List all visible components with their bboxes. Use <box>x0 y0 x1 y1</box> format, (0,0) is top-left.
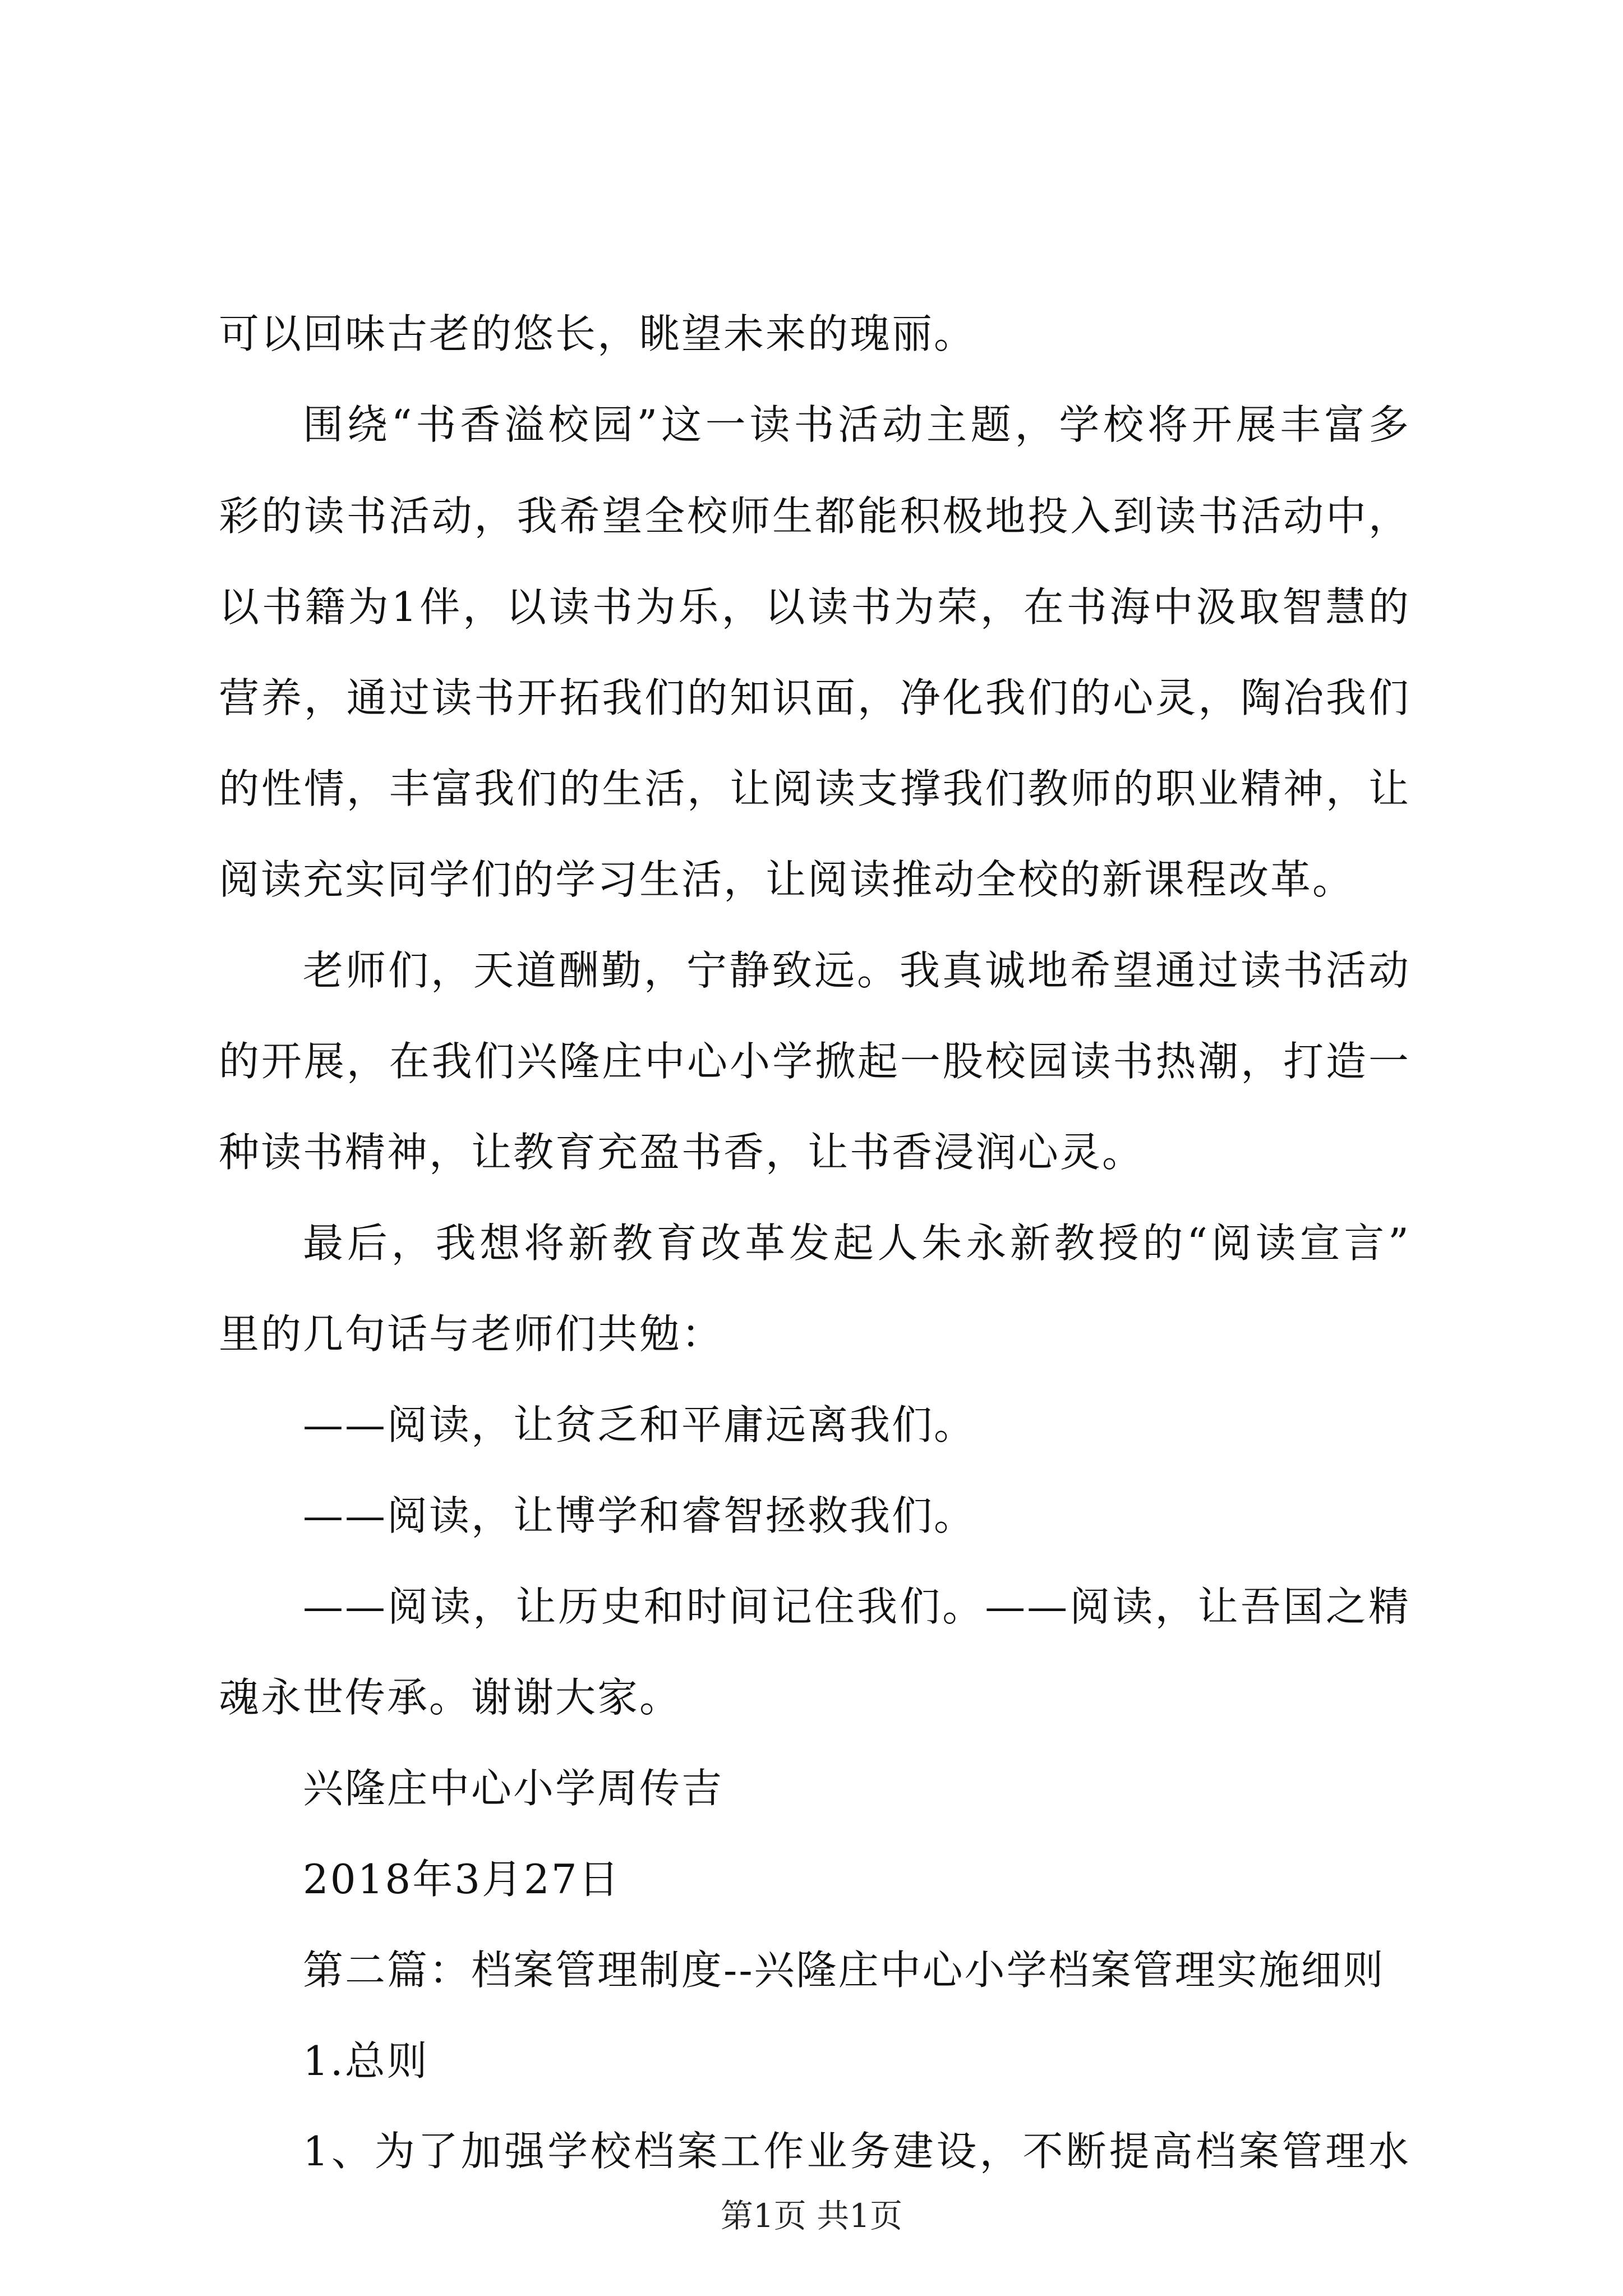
text-line: 种读书精神，让教育充盈书香，让书香浸润心灵。 <box>219 1129 1145 1176</box>
text-line: 的性情，丰富我们的生活，让阅读支撑我们教师的职业精神，让 <box>219 765 1410 812</box>
text-line: 最后，我想将新教育改革发起人朱永新教授的“阅读宣言” <box>303 1220 1410 1267</box>
page-footer: 第1页 共1页 <box>720 2197 903 2235</box>
section-heading: 第二篇：档案管理制度--兴隆庄中心小学档案管理实施细则 <box>303 1947 1385 1994</box>
text-line: 的开展，在我们兴隆庄中心小学掀起一股校园读书热潮，打造一 <box>219 1038 1410 1085</box>
text-line: 可以回味古老的悠长，眺望未来的瑰丽。 <box>219 310 976 357</box>
text-line: 营养，通过读书开拓我们的知识面，净化我们的心灵，陶冶我们 <box>219 674 1410 721</box>
text-line: 围绕“书香溢校园”这一读书活动主题，学校将开展丰富多 <box>303 401 1410 448</box>
text-line: 魂永世传承。谢谢大家。 <box>219 1674 682 1721</box>
text-line: 阅读充实同学们的学习生活，让阅读推动全校的新课程改革。 <box>219 856 1355 903</box>
text-line: ——阅读，让历史和时间记住我们。——阅读，让吾国之精 <box>303 1583 1410 1630</box>
date-line: 2018年3月27日 <box>303 1856 621 1903</box>
text-line: 彩的读书活动，我希望全校师生都能积极地投入到读书活动中， <box>219 493 1410 540</box>
signature-line: 兴隆庄中心小学周传吉 <box>303 1765 724 1812</box>
text-line: 1、为了加强学校档案工作业务建设，不断提高档案管理水 <box>303 2128 1410 2175</box>
text-line: 以书籍为1伴，以读书为乐，以读书为荣，在书海中汲取智慧的 <box>219 583 1410 631</box>
text-line: ——阅读，让博学和睿智拯救我们。 <box>303 1492 976 1539</box>
text-line: 老师们，天道酬勤，宁静致远。我真诚地希望通过读书活动 <box>303 947 1410 994</box>
text-line: ——阅读，让贫乏和平庸远离我们。 <box>303 1401 976 1448</box>
subsection-heading: 1.总则 <box>303 2037 429 2085</box>
text-line: 里的几句话与老师们共勉： <box>219 1310 724 1358</box>
